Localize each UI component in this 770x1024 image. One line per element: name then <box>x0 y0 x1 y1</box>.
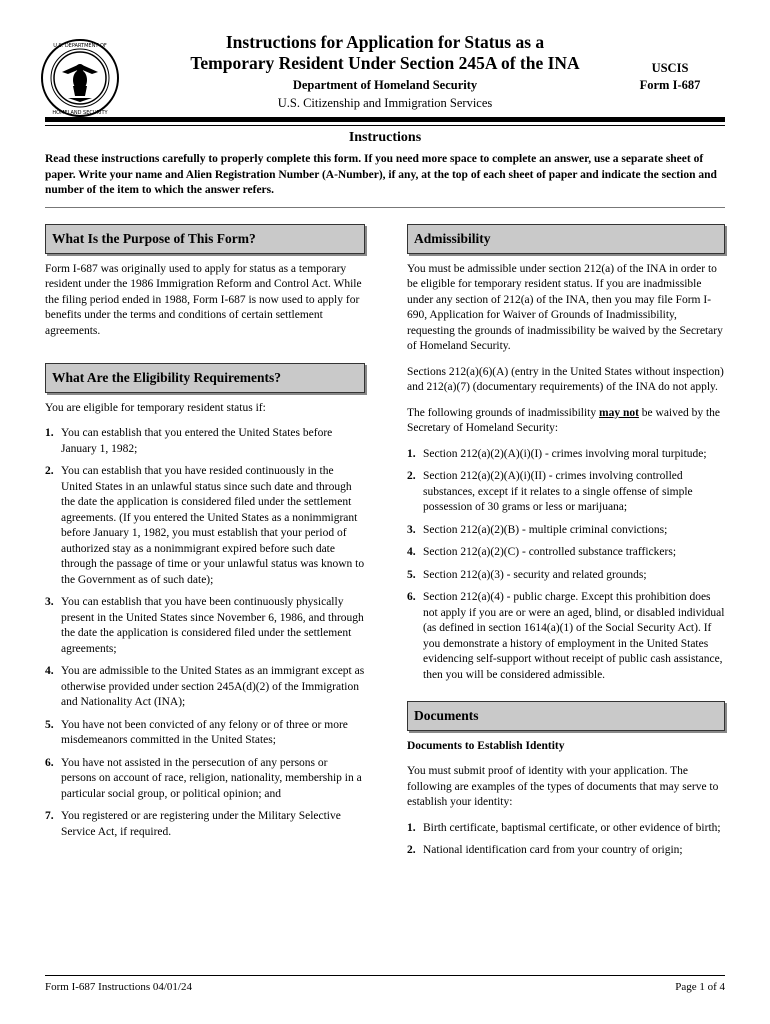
header-rule-thick <box>45 117 725 122</box>
item-number: 2. <box>407 844 416 856</box>
list-item <box>407 469 725 516</box>
purpose-heading: What Is the Purpose of This Form? <box>45 224 365 254</box>
item-text: You have not assisted in the persecution of any persons or persons on account of race, religion, nationality, membership in a particular social group, or political opinion; and <box>61 756 362 800</box>
admissibility-para-2: Sections 212(a)(6)(A) (entry in the United States without inspection) and 212(a)(7) (documentary requirements) of the INA do not apply. <box>407 365 724 393</box>
form-identifier <box>620 60 720 94</box>
documents-heading: Documents <box>407 701 725 731</box>
instructions-intro: Read these instructions carefully to properly complete this form. If you need more space to complete an answer, use a separate sheet of paper. Write your name and Alien Registration Number (A-Number), if any, at the top of each sheet of paper and indicate the section and number of the item to which the answer refers. <box>45 153 717 196</box>
item-number: 1. <box>407 821 416 834</box>
item-number: 3. <box>407 523 416 536</box>
item-text: Section 212(a)(2)(A)(i)(I) - crimes involving moral turpitude; <box>423 447 707 460</box>
item-number: 5. <box>407 568 416 581</box>
item-text: You can establish that you have been continuously physically present in the United States since November 6, 1986, and through the date the application is considered filed under the settlement agreements; <box>61 596 364 655</box>
item-text: Section 212(a)(2)(B) - multiple criminal convictions; <box>423 523 668 536</box>
may-not-emphasis: may not <box>598 406 639 419</box>
list-item <box>45 664 365 711</box>
title-line-2: Temporary Resident Under Section 245A of the INA <box>190 53 580 73</box>
form-number: Form I-687 <box>639 78 701 92</box>
eligibility-heading: What Are the Eligibility Requirements? <box>45 363 365 393</box>
item-text: Birth certificate, baptismal certificate, or other evidence of birth; <box>423 821 721 834</box>
para3-post: be waived by the Secretary of Homeland Security: <box>407 406 721 434</box>
list-item <box>407 523 725 539</box>
item-text: Section 212(a)(4) - public charge. Except this prohibition does not apply if you are or were an aged, blind, or disabled individual (as defined in section 1614(a)(1) of the Social Security Act). If you demonstrate a history of employment in the United States evidencing self-support without receipt of public cash assistance, then you will be considered admissible. <box>423 591 725 681</box>
para3-pre: The following grounds of inadmissibility <box>407 406 599 419</box>
list-item <box>45 718 365 749</box>
documents-para: You must submit proof of identity with your application. The following are examples of the types of documents that may serve to establish your identity: <box>407 765 719 808</box>
right-column <box>407 224 725 866</box>
item-number: 7. <box>45 810 54 822</box>
item-text: Section 212(a)(3) - security and related grounds; <box>423 568 647 581</box>
admissibility-heading: Admissibility <box>407 224 725 254</box>
seal-lettering: U.S. DEPARTMENT OF <box>53 43 107 49</box>
inadmissibility-list <box>407 447 725 684</box>
header-rule-thin <box>45 125 725 126</box>
item-text: You can establish that you entered the United States before January 1, 1982; <box>61 427 333 455</box>
item-number: 6. <box>45 756 54 769</box>
item-number: 1. <box>45 427 54 439</box>
item-number: 4. <box>407 546 416 558</box>
list-item <box>45 426 365 457</box>
list-item <box>407 545 725 561</box>
dhs-seal-icon <box>40 38 120 118</box>
item-number: 5. <box>45 718 54 731</box>
list-item <box>407 568 725 584</box>
seal-lettering-bottom: HOMELAND SECURITY <box>52 110 108 116</box>
list-item <box>407 843 725 859</box>
section-divider <box>45 207 725 208</box>
purpose-text: Form I-687 was originally used to apply for status as a temporary resident under the 1986 Immigration Reform and Control Act. While the filing period ended in 1988, Form I-687 is now used to apply for benefits under the terms and conditions of certain settlement agreements. <box>45 262 362 337</box>
admissibility-para-1: You must be admissible under section 212(a) of the INA in order to be eligible for temporary resident status. If you are inadmissible under any section of 212(a) of the INA, then you may file Form I-690, Application for Waiver of Grounds of Inadmissibility, requesting the grounds of inadmissibility be waived by the Secretary of Homeland Security. <box>407 262 723 352</box>
item-text: National identification card from your country of origin; <box>423 844 683 856</box>
footer-rule <box>45 975 725 976</box>
item-text: You can establish that you have resided continuously in the United States in an unlawful status since such date and through the date the application is considered filed under the settlement agreements. (If you entered the United States as a nonimmigrant before January 1, 1982, you must establish that your period of authorized stay as a nonimmigrant expired before such date through the passage of time or your unlawful status was known to the Government as of such date); <box>61 465 365 586</box>
department-name: Department of Homeland Security <box>292 78 478 92</box>
list-item <box>407 590 725 683</box>
instructions-heading: Instructions <box>348 130 422 145</box>
list-item <box>45 464 365 588</box>
item-number: 6. <box>407 591 416 603</box>
form-title <box>180 32 590 74</box>
eligibility-lead: You are eligible for temporary resident status if: <box>45 401 266 414</box>
agency-name: U.S. Citizenship and Immigration Services <box>277 96 493 110</box>
list-item <box>45 595 365 657</box>
item-number: 1. <box>407 447 416 460</box>
list-item <box>407 821 725 837</box>
item-text: You are admissible to the United States as an immigrant except as otherwise provided under section 245A(d)(2) of the Immigration and Nationality Act (INA); <box>61 665 365 708</box>
eligibility-list <box>45 426 365 840</box>
footer-page-number: Page 1 of 4 <box>675 981 725 993</box>
list-item <box>407 447 725 463</box>
form-agency: USCIS <box>651 61 689 75</box>
item-text: Section 212(a)(2)(A)(i)(II) - crimes involving controlled substances, except if it relates to a single offense of simple possession of 30 grams or less or marijuana; <box>423 470 693 513</box>
item-text: You registered or are registering under the Military Selective Service Act, if required. <box>61 810 341 838</box>
documents-list <box>407 821 725 859</box>
documents-subheading: Documents to Establish Identity <box>407 739 565 752</box>
title-line-1: Instructions for Application for Status as a <box>225 32 545 52</box>
item-text: Section 212(a)(2)(C) - controlled substance traffickers; <box>423 546 677 558</box>
admissibility-para-3 <box>407 406 725 437</box>
item-number: 4. <box>45 665 54 677</box>
left-column <box>45 224 365 847</box>
list-item <box>45 809 365 840</box>
item-text: You have not been convicted of any felony or of three or more misdemeanors committed in the United States; <box>61 718 348 746</box>
item-number: 3. <box>45 596 54 608</box>
list-item <box>45 756 365 803</box>
item-number: 2. <box>45 465 54 477</box>
item-number: 2. <box>407 470 416 482</box>
footer-form-edition: Form I-687 Instructions 04/01/24 <box>45 981 192 993</box>
